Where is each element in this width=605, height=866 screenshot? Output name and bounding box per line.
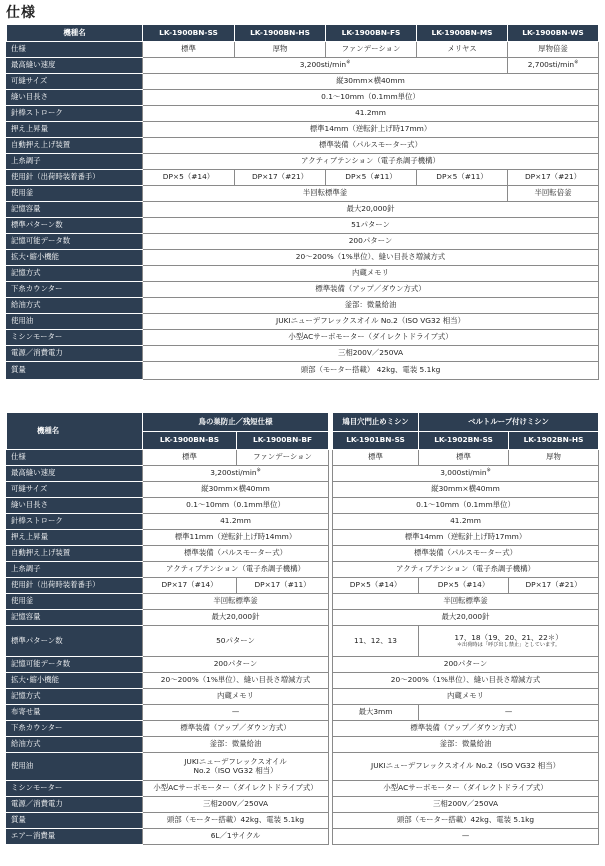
row-label: 自動押え上げ装置	[7, 138, 143, 154]
cell: 最大20,000針	[143, 202, 599, 218]
model-name: LK-1900BN-FS	[326, 25, 417, 42]
cell: 41.2mm	[333, 514, 599, 530]
cell: 標準装備（アップ／ダウン方式）	[143, 721, 329, 737]
cell: 標準装備（アップ／ダウン方式）	[143, 282, 599, 298]
cell: 41.2mm	[143, 106, 599, 122]
model-header-label: 機種名	[7, 413, 143, 450]
cell: 11、12、13	[333, 626, 419, 657]
group-header: 鳥の巣防止／残短仕様	[143, 413, 329, 432]
row-label: 押え上昇量	[7, 122, 143, 138]
row-label: 電源／消費電力	[7, 797, 143, 813]
cell: DP×5（#14）	[143, 170, 235, 186]
row-label: 標準パターン数	[7, 626, 143, 657]
cell: 3,200sti/min※	[143, 466, 329, 482]
cell: 3,200sti/min※	[143, 58, 508, 74]
row-label: 質量	[7, 813, 143, 829]
cell: 半回転倍釜	[508, 186, 599, 202]
cell: 20〜200%（1%単位）、縫い目長さ増減方式	[143, 250, 599, 266]
cell: 20〜200%（1%単位）、縫い目長さ増減方式	[333, 673, 599, 689]
cell: JUKIニューデフレックスオイル No.2（ISO VG32 相当）	[333, 753, 599, 781]
cell: 標準14mm（逆転針上げ時17mm）	[333, 530, 599, 546]
cell: DP×17（#14）	[143, 578, 237, 594]
cell: 41.2mm	[143, 514, 329, 530]
row-label: 押え上昇量	[7, 530, 143, 546]
spec-table-2	[6, 412, 599, 845]
cell: DP×17（#21）	[508, 170, 599, 186]
cell: 標準	[143, 42, 235, 58]
cell: DP×17（#11）	[237, 578, 329, 594]
row-label: 下糸カウンター	[7, 282, 143, 298]
cell: 半回転標準釜	[333, 594, 599, 610]
cell: 51パターン	[143, 218, 599, 234]
row-label: 標準パターン数	[7, 218, 143, 234]
row-label: 針棒ストローク	[7, 514, 143, 530]
cell: DP×17（#21）	[235, 170, 326, 186]
cell: 50パターン	[143, 626, 329, 657]
cell: 6L／1サイクル	[143, 829, 329, 845]
cell: 最大3mm	[333, 705, 419, 721]
group-header: 鳩目穴門止めミシン	[333, 413, 419, 432]
model-name: LK-1900BN-SS	[143, 25, 235, 42]
cell: 20〜200%（1%単位）、縫い目長さ増減方式	[143, 673, 329, 689]
cell: —	[143, 705, 329, 721]
cell: 0.1〜10mm（0.1mm単位）	[143, 498, 329, 514]
cell: 17、18（19、20、21、22＊） ＊出荷時は「呼び出し禁止」としています。	[419, 626, 599, 657]
cell: 2,700sti/min※	[508, 58, 599, 74]
row-label: 仕様	[7, 42, 143, 58]
row-label: 拡大･縮小機能	[7, 673, 143, 689]
row-label: 給油方式	[7, 298, 143, 314]
cell: 最大20,000針	[143, 610, 329, 626]
row-label: 使用釜	[7, 186, 143, 202]
page-title: 仕様	[6, 5, 36, 21]
cell: 頭部（モーター搭載）42kg、電装 5.1kg	[333, 813, 599, 829]
cell: 0.1〜10mm（0.1mm単位）	[143, 90, 599, 106]
cell: DP×5（#14）	[333, 578, 419, 594]
cell: 標準装備（パルスモーター式）	[333, 546, 599, 562]
cell: 三相200V／250VA	[143, 797, 329, 813]
cell: DP×17（#21）	[509, 578, 599, 594]
cell: 縦30mm×横40mm	[143, 482, 329, 498]
row-label: 下糸カウンター	[7, 721, 143, 737]
row-label: 最高縫い速度	[7, 466, 143, 482]
cell: 釜部：微量給油	[333, 737, 599, 753]
row-label: 最高縫い速度	[7, 58, 143, 74]
row-label: 給油方式	[7, 737, 143, 753]
cell: 縦30mm×横40mm	[333, 482, 599, 498]
row-label: 可縫サイズ	[7, 74, 143, 90]
row-label: 使用針（出荷時装着番手）	[7, 578, 143, 594]
row-label: 記憶容量	[7, 610, 143, 626]
cell: JUKIニューデフレックスオイル No.2（ISO VG32 相当）	[143, 753, 329, 781]
cell: 標準	[419, 450, 509, 466]
cell: 内蔵メモリ	[143, 266, 599, 282]
model-name: LK-1901BN-SS	[333, 432, 419, 450]
row-label: 記憶可能データ数	[7, 234, 143, 250]
model-name: LK-1900BN-BF	[237, 432, 329, 450]
row-label: 自動押え上げ装置	[7, 546, 143, 562]
cell: 標準14mm（逆転針上げ時17mm）	[143, 122, 599, 138]
cell: DP×5（#11）	[417, 170, 508, 186]
row-label: ミシンモーター	[7, 781, 143, 797]
model-name: LK-1900BN-BS	[143, 432, 237, 450]
cell: JUKIニューデフレックスオイル No.2（ISO VG32 相当）	[143, 314, 599, 330]
cell: 標準	[143, 450, 237, 466]
cell: 三相200V／250VA	[333, 797, 599, 813]
cell: ファンデーション	[326, 42, 417, 58]
model-name: LK-1900BN-WS	[508, 25, 599, 42]
cell: 内蔵メモリ	[143, 689, 329, 705]
cell: 小型ACサーボモーター（ダイレクトドライブ式）	[143, 330, 599, 346]
model-name: LK-1900BN-MS	[417, 25, 508, 42]
row-label: 布寄せ量	[7, 705, 143, 721]
model-name: LK-1900BN-HS	[235, 25, 326, 42]
row-label: エアー消費量	[7, 829, 143, 845]
cell: 標準装備（パルスモーター式）	[143, 138, 599, 154]
model-name: LK-1902BN-SS	[419, 432, 509, 450]
model-name: LK-1902BN-HS	[509, 432, 599, 450]
row-label: 縫い目長さ	[7, 498, 143, 514]
cell: DP×5（#11）	[326, 170, 417, 186]
row-label: ミシンモーター	[7, 330, 143, 346]
row-label: 記憶方式	[7, 266, 143, 282]
cell: 頭部（モーター搭載） 42kg、電装 5.1kg	[143, 362, 599, 380]
row-label: 使用油	[7, 314, 143, 330]
cell: 釜部：微量給油	[143, 737, 329, 753]
cell: 釜部：微量給油	[143, 298, 599, 314]
cell: 縦30mm×横40mm	[143, 74, 599, 90]
cell: 半回転標準釜	[143, 594, 329, 610]
pattern-note: ＊出荷時は「呼び出し禁止」としています。	[456, 641, 561, 648]
cell: メリヤス	[417, 42, 508, 58]
spec-table-1	[6, 24, 599, 380]
cell: 200パターン	[143, 657, 329, 673]
row-label: 記憶可能データ数	[7, 657, 143, 673]
cell: —	[333, 829, 599, 845]
cell: —	[419, 705, 599, 721]
model-header-label: 機種名	[7, 25, 143, 42]
row-label: 記憶容量	[7, 202, 143, 218]
row-label: 仕様	[7, 450, 143, 466]
row-label: 拡大･縮小機能	[7, 250, 143, 266]
cell: 標準装備（アップ／ダウン方式）	[333, 721, 599, 737]
cell: 標準	[333, 450, 419, 466]
cell: 200パターン	[143, 234, 599, 250]
cell: 標準装備（パルスモーター式）	[143, 546, 329, 562]
cell: 0.1〜10mm（0.1mm単位）	[333, 498, 599, 514]
cell: 厚物	[235, 42, 326, 58]
row-label: 縫い目長さ	[7, 90, 143, 106]
cell: アクティブテンション（電子糸調子機構）	[143, 154, 599, 170]
cell: 内蔵メモリ	[333, 689, 599, 705]
group-header: ベルトループ付けミシン	[419, 413, 599, 432]
row-label: 使用釜	[7, 594, 143, 610]
cell: 厚物	[509, 450, 599, 466]
row-label: 上糸調子	[7, 562, 143, 578]
cell: ファンデーション	[237, 450, 329, 466]
cell: 3,000sti/min※	[333, 466, 599, 482]
cell: 頭部（モーター搭載）42kg、電装 5.1kg	[143, 813, 329, 829]
row-label: 電源／消費電力	[7, 346, 143, 362]
row-label: 上糸調子	[7, 154, 143, 170]
cell: 200パターン	[333, 657, 599, 673]
row-label: 可縫サイズ	[7, 482, 143, 498]
cell: 小型ACサーボモーター（ダイレクトドライブ式）	[143, 781, 329, 797]
cell: 三相200V／250VA	[143, 346, 599, 362]
row-label: 記憶方式	[7, 689, 143, 705]
cell: 標準11mm（逆転針上げ時14mm）	[143, 530, 329, 546]
cell: 最大20,000針	[333, 610, 599, 626]
cell: アクティブテンション（電子糸調子機構）	[143, 562, 329, 578]
row-label: 使用油	[7, 753, 143, 781]
cell: 厚物倍釜	[508, 42, 599, 58]
cell: アクティブテンション（電子糸調子機構）	[333, 562, 599, 578]
cell: DP×5（#14）	[419, 578, 509, 594]
row-label: 質量	[7, 362, 143, 380]
row-label: 使用針（出荷時装着番手）	[7, 170, 143, 186]
row-label: 針棒ストローク	[7, 106, 143, 122]
cell: 半回転標準釜	[143, 186, 508, 202]
cell: 小型ACサーボモーター（ダイレクトドライブ式）	[333, 781, 599, 797]
